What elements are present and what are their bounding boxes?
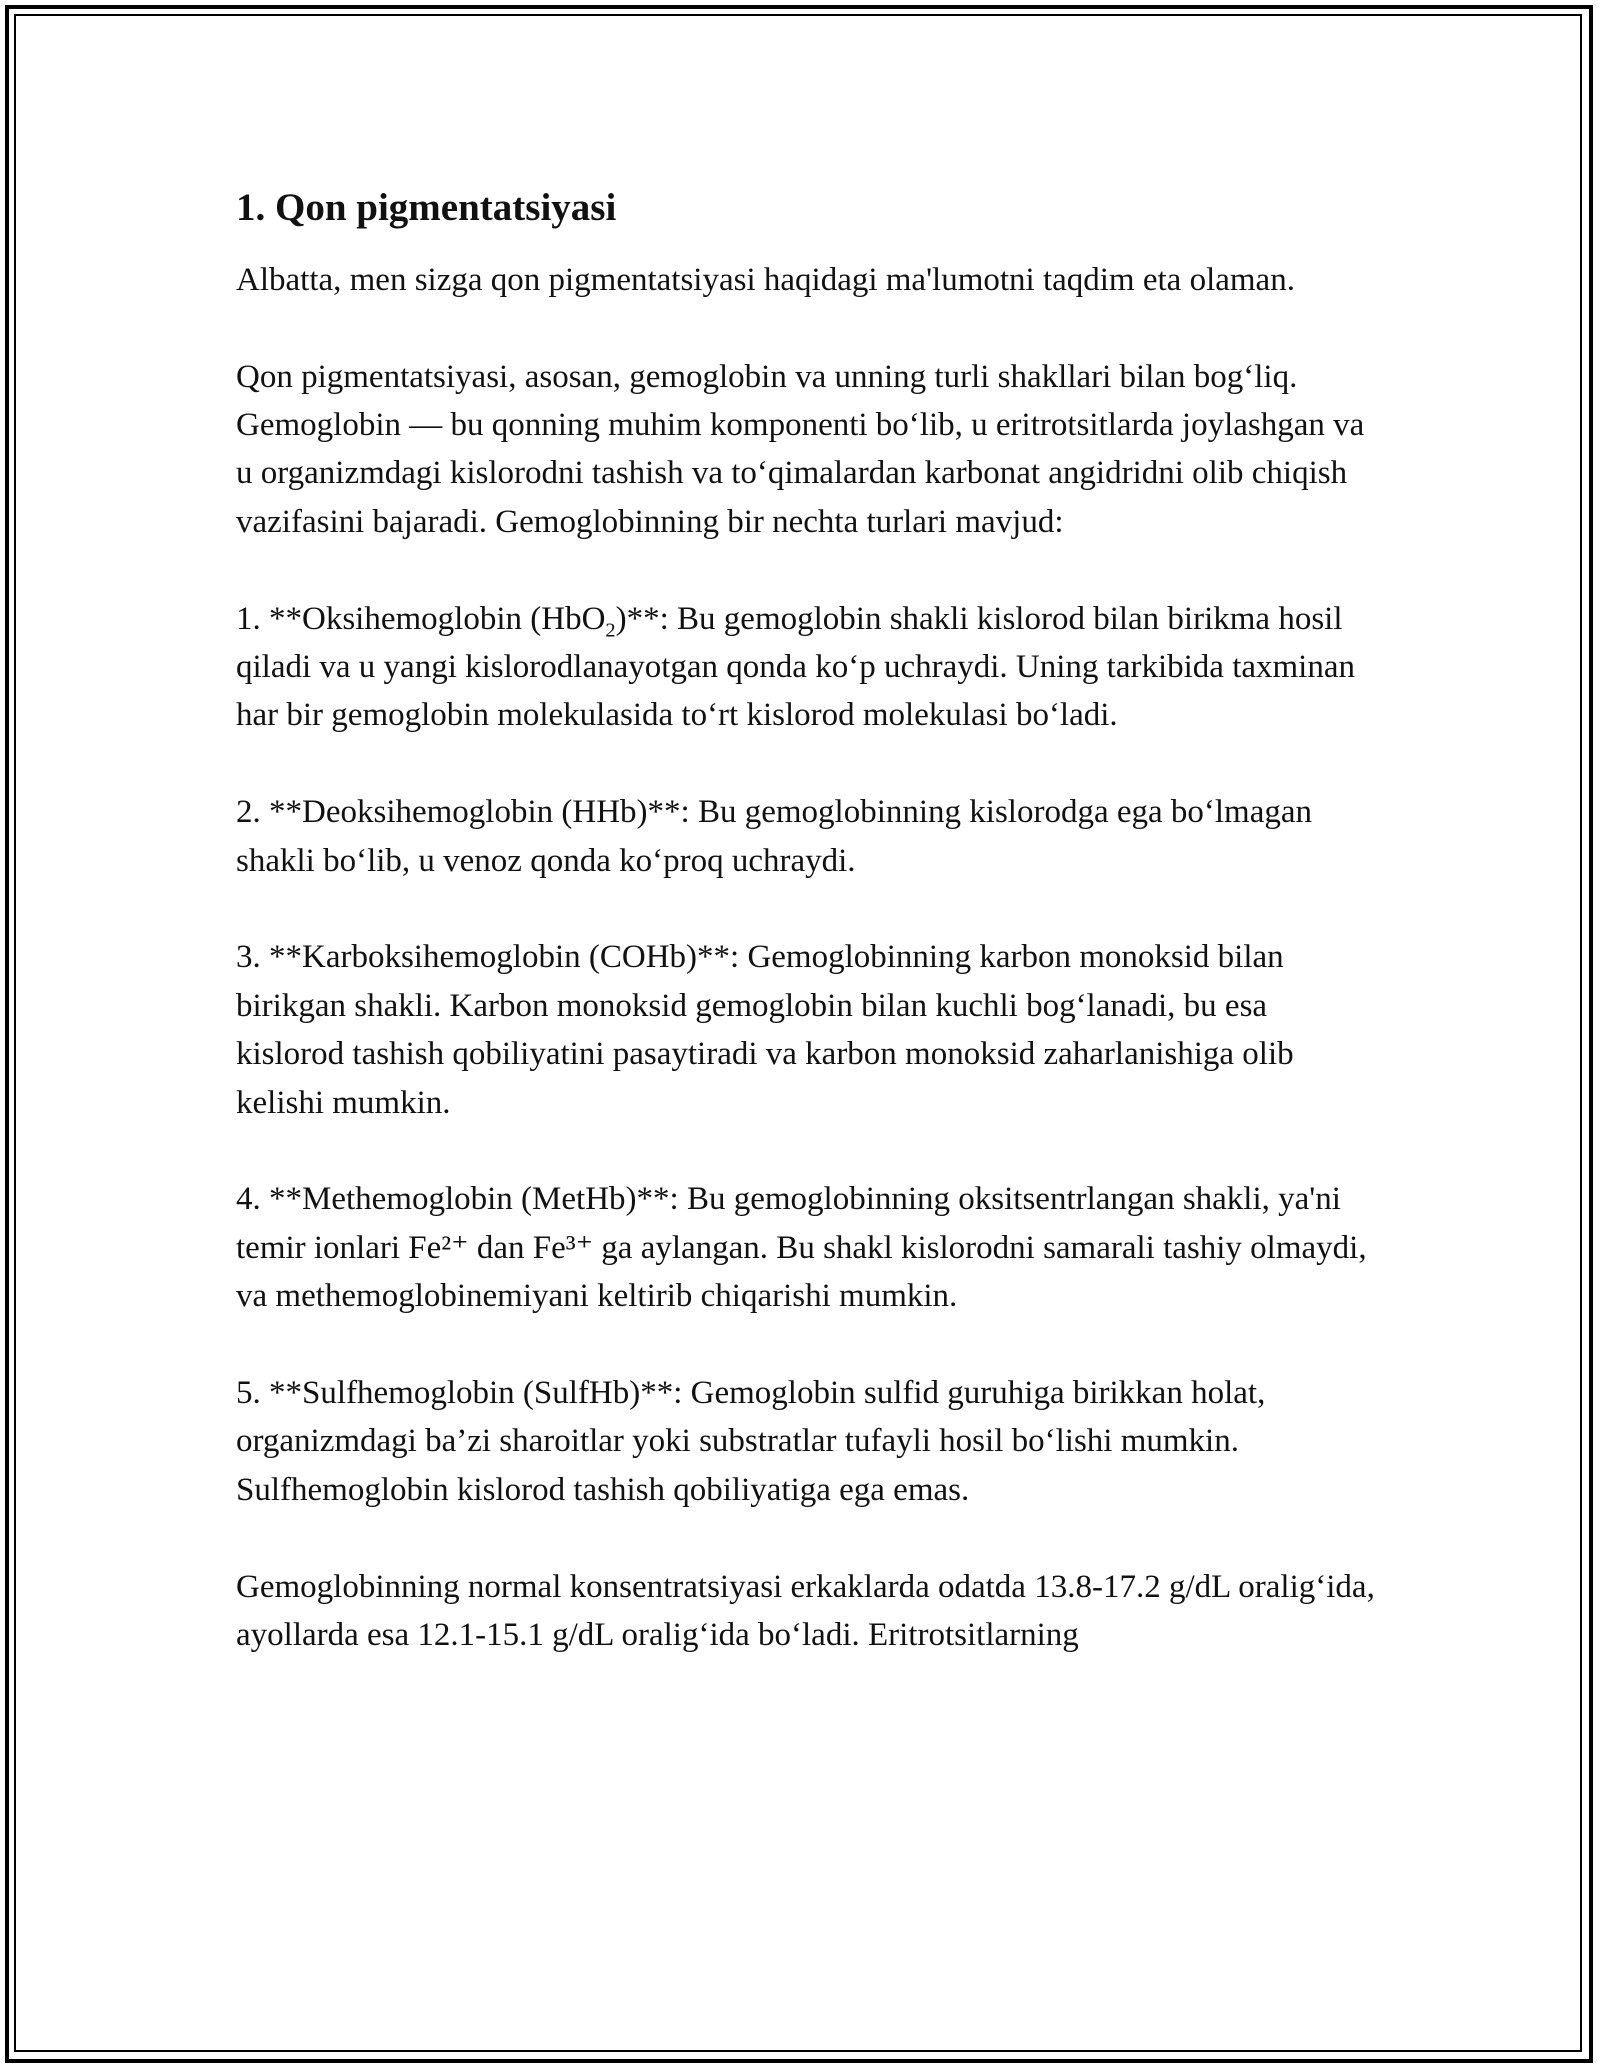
document-title: 1. Qon pigmentatsiyasi bbox=[236, 186, 617, 229]
intro-paragraph: Albatta, men sizga qon pigmentatsiyasi haqidagi ma'lumotni taqdim eta olaman. bbox=[236, 261, 1295, 298]
list-item-carboxyhemoglobin: 3. **Karboksihemoglobin (COHb)**: Gemoglobinning karbon monoksid bilan birikgan shakli. Karbon monoksid gemoglobin bilan kuchli bog‘lanadi, bu esa kislorod tashish qobiliyatini pasaytiradi va karbon monoksid zaharlanishiga olib kelishi mumkin. bbox=[236, 939, 1294, 1121]
list-item-prefix: 1. **Oksihemoglobin (HbO bbox=[236, 600, 606, 637]
list-item-text: )**: Bu gemoglobin shakli kislorod bilan birikma hosil qiladi va u yangi kislorodlanayotgan qonda ko‘p uchraydi. Uning tarkibida taxminan har bir gemoglobin molekulasida to‘rt kislorod molekulasi bo‘ladi. bbox=[236, 600, 1355, 734]
subscript-text: 2 bbox=[605, 619, 616, 642]
list-item-sulfhemoglobin: 5. **Sulfhemoglobin (SulfHb)**: Gemoglobin sulfid guruhiga birikkan holat, organizmdagi ba’zi sharoitlar yoki substratlar tufayli hosil bo‘lishi mumkin. Sulfhemoglobin kislorod tashish qobiliyatiga ega emas. bbox=[236, 1375, 1266, 1508]
closing-paragraph: Gemoglobinning normal konsentratsiyasi erkaklarda odatda 13.8-17.2 g/dL oralig‘ida, ayollarda esa 12.1-15.1 g/dL oralig‘ida bo‘ladi. Eritrotsitlarning bbox=[236, 1568, 1375, 1654]
overview-paragraph: Qon pigmentatsiyasi, asosan, gemoglobin va unning turli shakllari bilan bog‘liq. Gemoglobin — bu qonning muhim komponenti bo‘lib, u eritrotsitlarda joylashgan va u organizmdagi kislorodni tashish va to‘qimalardan karbonat angidridni olib chiqish vazifasini bajaradi. Gemoglobinning bir nechta turlari mavjud: bbox=[236, 358, 1365, 540]
list-item-oxyhemoglobin bbox=[236, 595, 1376, 740]
list-item-methemoglobin: 4. **Methemoglobin (MetHb)**: Bu gemoglobinning oksitsentrlangan shakli, ya'ni temir ionlari Fe²⁺ dan Fe³⁺ ga aylangan. Bu shakl kislorodni samarali tashiy olmaydi, va methemoglobinemiyani keltirib chiqarishi mumkin. bbox=[236, 1181, 1367, 1315]
document-body bbox=[236, 185, 1376, 1659]
list-item-deoxyhemoglobin: 2. **Deoksihemoglobin (HHb)**: Bu gemoglobinning kislorodga ega bo‘lmagan shakli bo‘lib, u venoz qonda ko‘proq uchraydi. bbox=[236, 794, 1313, 879]
